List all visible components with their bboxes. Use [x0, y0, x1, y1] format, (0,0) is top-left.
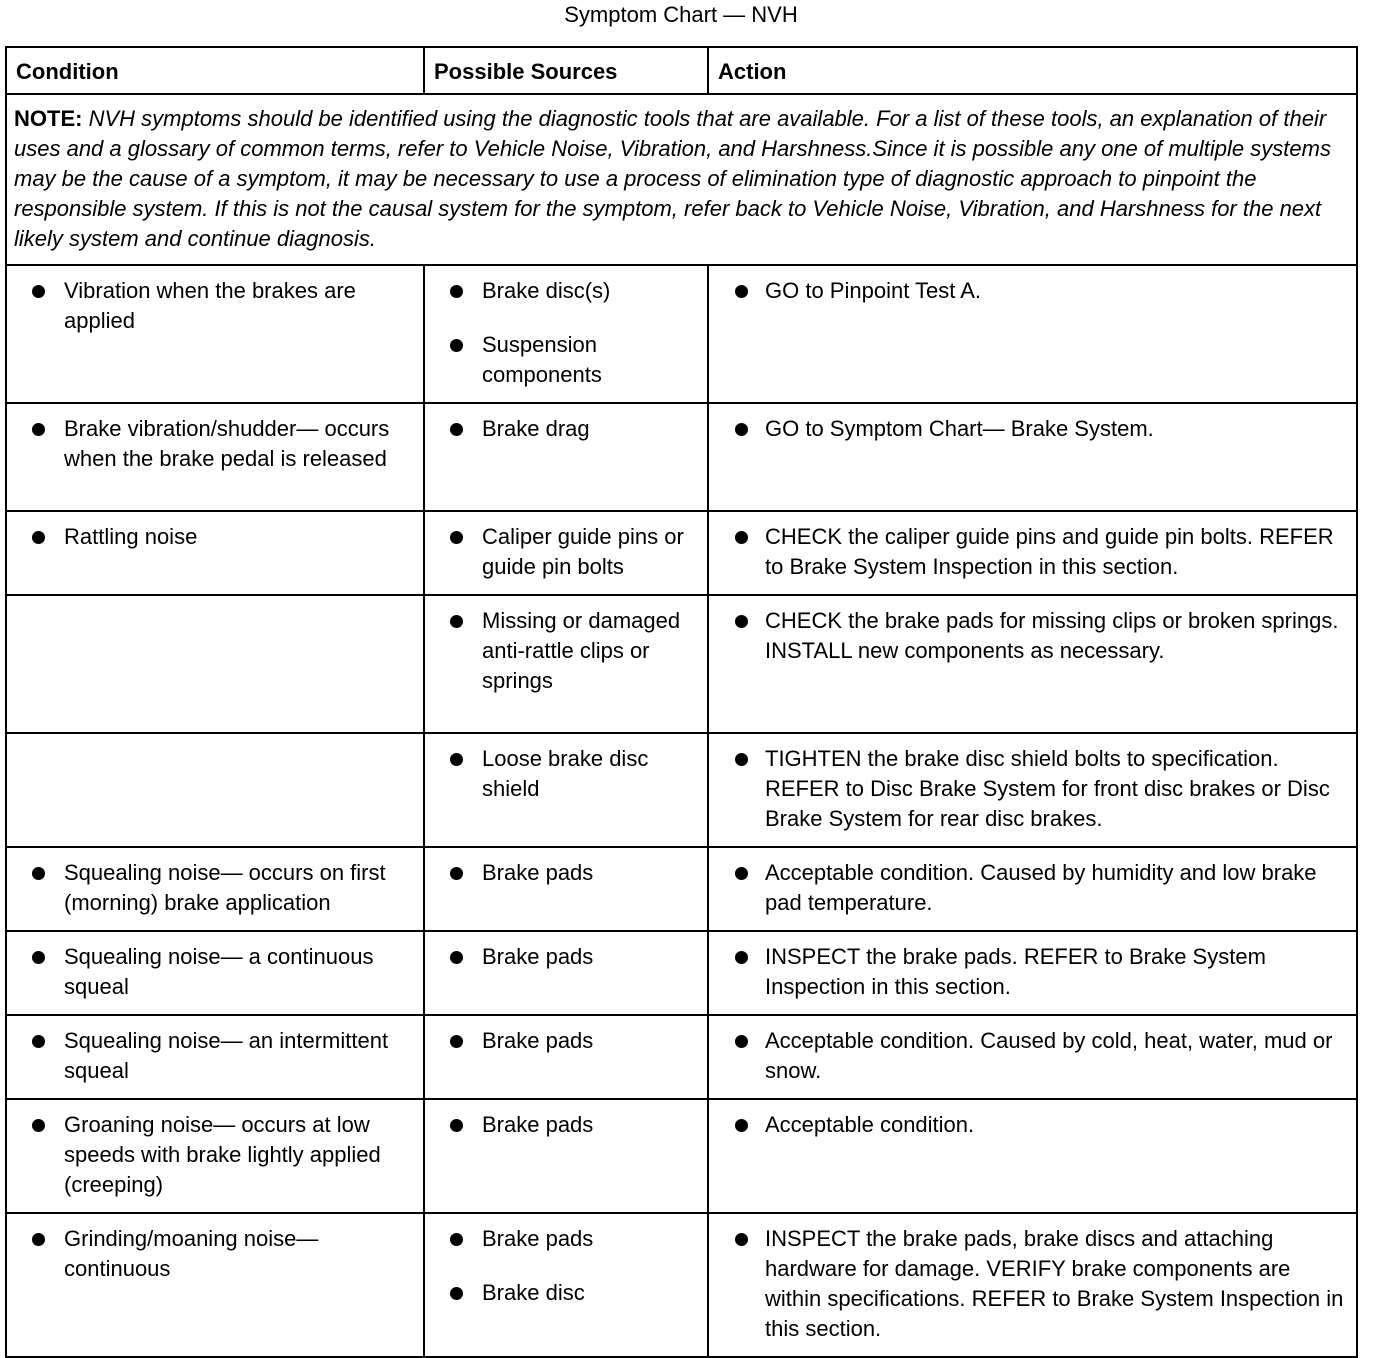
source-item-text: Loose brake disc shield [482, 746, 649, 801]
action-item-text: TIGHTEN the brake disc shield bolts to specification. REFER to Disc Brake System for front disc brakes or Disc Brake System for rear disc brakes. [765, 746, 1330, 831]
symptom-row [6, 265, 1357, 403]
action-cell [708, 931, 1357, 1015]
bullet-icon [735, 1035, 748, 1048]
source-item-text: Brake pads [482, 860, 594, 885]
bullet-icon [450, 753, 463, 766]
action-item [709, 276, 1348, 306]
source-item-text: Brake pads [482, 1226, 594, 1251]
source-item-text: Brake disc [482, 1280, 585, 1305]
symptom-row [6, 511, 1357, 595]
action-item [709, 858, 1348, 918]
source-item-text: Missing or damaged anti-rattle clips or springs [482, 608, 681, 693]
action-item [709, 522, 1348, 582]
source-item [425, 744, 699, 804]
condition-item [7, 1224, 415, 1284]
action-cell [708, 1099, 1357, 1213]
action-cell [708, 511, 1357, 595]
condition-item [7, 1026, 415, 1086]
condition-cell [6, 847, 424, 931]
condition-item-text: Grinding/moaning noise— continuous [64, 1226, 319, 1281]
source-item [425, 1278, 699, 1308]
bullet-icon [450, 531, 463, 544]
action-item-text: INSPECT the brake pads. REFER to Brake System Inspection in this section. [765, 944, 1266, 999]
header-possible-sources: Possible Sources [424, 47, 708, 94]
bullet-icon [735, 1233, 748, 1246]
condition-cell [6, 931, 424, 1015]
symptom-row [6, 1015, 1357, 1099]
note-text: NVH symptoms should be identified using the diagnostic tools that are available. For a list of these tools, an explanation of their uses and a glossary of common terms, refer to Vehicle Noise, Vibration, and Harshness.Since it is possible any one of multiple systems may be the cause of a symptom, it may be necessary to use a process of elimination type of diagnostic approach to pinpoint the responsible system. If this is not the causal system for the symptom, refer back to Vehicle Noise, Vibration, and Harshness for the next likely system and continue diagnosis. [14, 106, 1331, 251]
action-item [709, 414, 1348, 444]
condition-item-text: Groaning noise— occurs at low speeds with brake lightly applied (creeping) [64, 1112, 381, 1197]
condition-cell [6, 265, 424, 403]
source-item-text: Brake disc(s) [482, 278, 611, 303]
bullet-icon [32, 1035, 45, 1048]
source-item [425, 276, 699, 306]
condition-cell [6, 733, 424, 847]
symptom-row [6, 931, 1357, 1015]
source-item [425, 1224, 699, 1254]
action-cell [708, 733, 1357, 847]
action-cell [708, 1015, 1357, 1099]
condition-item-text: Squealing noise— an intermittent squeal [64, 1028, 389, 1083]
action-cell [708, 1213, 1357, 1357]
bullet-icon [735, 951, 748, 964]
source-item [425, 858, 699, 888]
bullet-icon [450, 1287, 463, 1300]
bullet-icon [735, 285, 748, 298]
condition-item [7, 414, 415, 474]
sources-cell [424, 1015, 708, 1099]
source-item [425, 1110, 699, 1140]
symptom-row [6, 1099, 1357, 1213]
action-item-text: Acceptable condition. Caused by humidity and low brake pad temperature. [765, 860, 1317, 915]
header-action: Action [708, 47, 1357, 94]
action-item [709, 744, 1348, 834]
condition-cell [6, 511, 424, 595]
bullet-icon [32, 867, 45, 880]
source-item-text: Brake drag [482, 416, 590, 441]
bullet-icon [735, 867, 748, 880]
sources-cell [424, 1099, 708, 1213]
condition-cell [6, 595, 424, 733]
condition-item-text: Squealing noise— occurs on first (morning) brake application [64, 860, 386, 915]
source-item-text: Suspension components [482, 332, 602, 387]
action-item-text: Acceptable condition. Caused by cold, heat, water, mud or snow. [765, 1028, 1333, 1083]
action-item-text: GO to Pinpoint Test A. [765, 278, 982, 303]
action-item [709, 942, 1348, 1002]
header-row [6, 47, 1357, 94]
condition-cell [6, 1099, 424, 1213]
symptom-chart-table [5, 46, 1358, 1358]
source-item-text: Caliper guide pins or guide pin bolts [482, 524, 684, 579]
bullet-icon [450, 285, 463, 298]
note-cell [6, 94, 1357, 265]
condition-item-text: Brake vibration/shudder— occurs when the brake pedal is released [64, 416, 390, 471]
bullet-icon [32, 531, 45, 544]
action-item-text: CHECK the caliper guide pins and guide pin bolts. REFER to Brake System Inspection in this section. [765, 524, 1334, 579]
symptom-row [6, 1213, 1357, 1357]
action-cell [708, 403, 1357, 511]
bullet-icon [450, 1119, 463, 1132]
symptom-row [6, 847, 1357, 931]
bullet-icon [450, 339, 463, 352]
source-item-text: Brake pads [482, 944, 594, 969]
bullet-icon [735, 423, 748, 436]
sources-cell [424, 403, 708, 511]
action-cell [708, 595, 1357, 733]
bullet-icon [32, 951, 45, 964]
action-item-text: GO to Symptom Chart— Brake System. [765, 416, 1154, 441]
action-cell [708, 847, 1357, 931]
source-item [425, 414, 699, 444]
sources-cell [424, 265, 708, 403]
bullet-icon [735, 753, 748, 766]
bullet-icon [450, 1035, 463, 1048]
bullet-icon [32, 423, 45, 436]
action-item [709, 1110, 1348, 1140]
source-item [425, 942, 699, 972]
condition-item-text: Squealing noise— a continuous squeal [64, 944, 374, 999]
condition-cell [6, 403, 424, 511]
action-cell [708, 265, 1357, 403]
condition-item [7, 276, 415, 336]
source-item-text: Brake pads [482, 1112, 594, 1137]
header-condition: Condition [6, 47, 424, 94]
sources-cell [424, 1213, 708, 1357]
action-item-text: CHECK the brake pads for missing clips or broken springs. INSTALL new components as necessary. [765, 608, 1339, 663]
source-item [425, 330, 699, 390]
bullet-icon [450, 951, 463, 964]
sources-cell [424, 595, 708, 733]
source-item [425, 522, 699, 582]
bullet-icon [32, 1119, 45, 1132]
note-label: NOTE: [14, 106, 83, 131]
sources-cell [424, 733, 708, 847]
sources-cell [424, 931, 708, 1015]
action-item [709, 1224, 1348, 1344]
action-item-text: Acceptable condition. [765, 1112, 975, 1137]
bullet-icon [450, 1233, 463, 1246]
bullet-icon [735, 615, 748, 628]
action-item-text: INSPECT the brake pads, brake discs and attaching hardware for damage. VERIFY brake components are within specifications. REFER to Brake System Inspection in this section. [765, 1226, 1344, 1341]
condition-item [7, 1110, 415, 1200]
chart-body [6, 94, 1357, 1357]
bullet-icon [32, 285, 45, 298]
bullet-icon [32, 1233, 45, 1246]
action-item [709, 606, 1348, 666]
condition-item [7, 942, 415, 1002]
sources-cell [424, 511, 708, 595]
condition-cell [6, 1015, 424, 1099]
bullet-icon [735, 1119, 748, 1132]
symptom-row [6, 403, 1357, 511]
bullet-icon [735, 531, 748, 544]
condition-cell [6, 1213, 424, 1357]
condition-item [7, 522, 415, 552]
note-row [6, 94, 1357, 265]
page-title: Symptom Chart — NVH [564, 2, 798, 27]
symptom-row [6, 733, 1357, 847]
source-item [425, 606, 699, 696]
condition-item-text: Vibration when the brakes are applied [64, 278, 356, 333]
bullet-icon [450, 615, 463, 628]
source-item [425, 1026, 699, 1056]
sources-cell [424, 847, 708, 931]
condition-item-text: Rattling noise [64, 524, 198, 549]
action-item [709, 1026, 1348, 1086]
source-item-text: Brake pads [482, 1028, 594, 1053]
symptom-row [6, 595, 1357, 733]
bullet-icon [450, 423, 463, 436]
bullet-icon [450, 867, 463, 880]
condition-item [7, 858, 415, 918]
